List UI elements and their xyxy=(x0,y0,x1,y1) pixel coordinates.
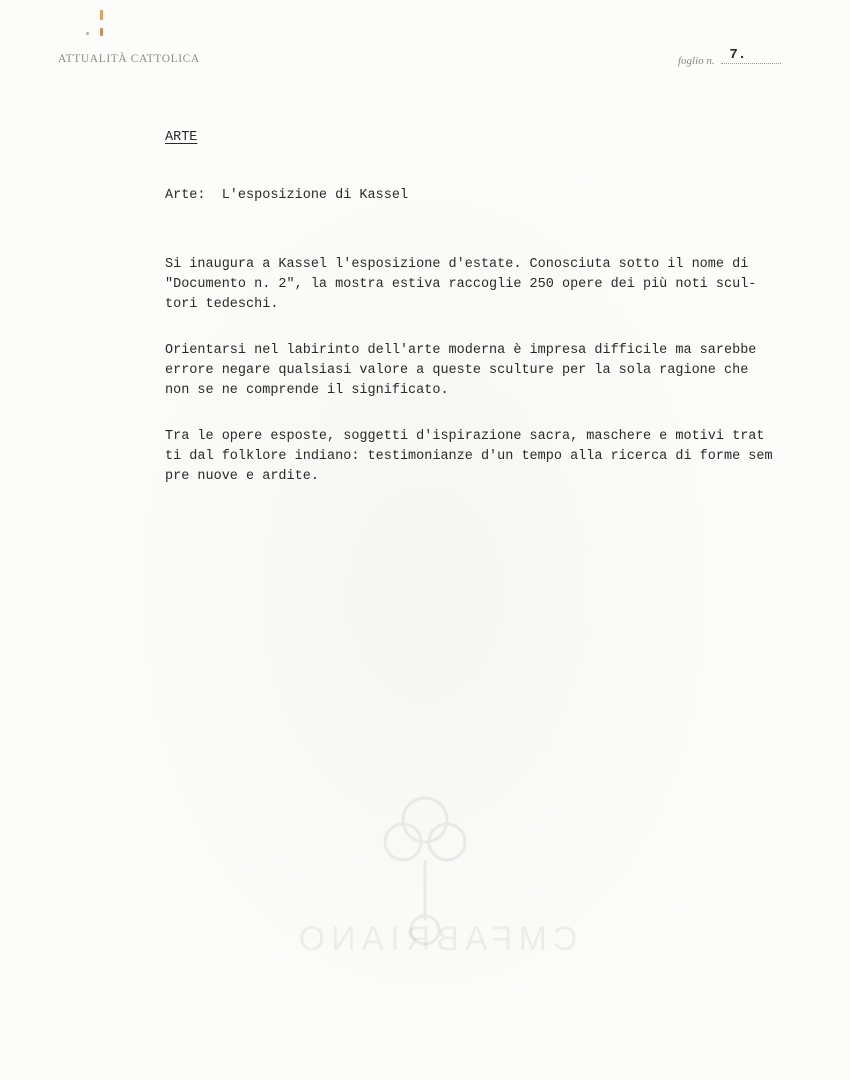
section-title: ARTE xyxy=(165,130,198,145)
text-line: "Documento n. 2", la mostra estiva raccoglie 250 opere dei più noti scul- xyxy=(165,277,757,292)
text-line: non se ne comprende il significato. xyxy=(165,383,449,398)
paper-mark xyxy=(100,28,103,36)
text-line: tori tedeschi. xyxy=(165,297,279,312)
watermark-text: CMFABRIANO xyxy=(292,920,578,958)
sheet-number: 7. xyxy=(729,47,747,63)
text-line: ti dal folklore indiano: testimonianze d'un tempo alla ricerca di forme sem xyxy=(165,449,773,464)
text-line: pre nuove e ardite. xyxy=(165,469,319,484)
text-line: Si inaugura a Kassel l'esposizione d'estate. Conosciuta sotto il nome di xyxy=(165,257,749,272)
paragraph xyxy=(165,427,805,487)
text-line: Orientarsi nel labirinto dell'arte moderna è impresa difficile ma sarebbe xyxy=(165,343,757,358)
sheet-number-field xyxy=(678,47,781,67)
sheet-label: foglio n. xyxy=(678,55,715,67)
publication-name: ATTUALITÀ CATTOLICA xyxy=(58,53,200,65)
article-body xyxy=(165,255,805,513)
sheet-number-slot xyxy=(721,47,781,64)
article-heading: Arte: L'esposizione di Kassel xyxy=(165,188,409,203)
text-line: Tra le opere esposte, soggetti d'ispirazione sacra, maschere e motivi trat xyxy=(165,429,765,444)
paper-mark xyxy=(100,10,103,20)
paragraph xyxy=(165,255,805,315)
paper-mark xyxy=(86,32,89,35)
text-line: errore negare qualsiasi valore a queste sculture per la sola ragione che xyxy=(165,363,749,378)
paragraph xyxy=(165,341,805,401)
